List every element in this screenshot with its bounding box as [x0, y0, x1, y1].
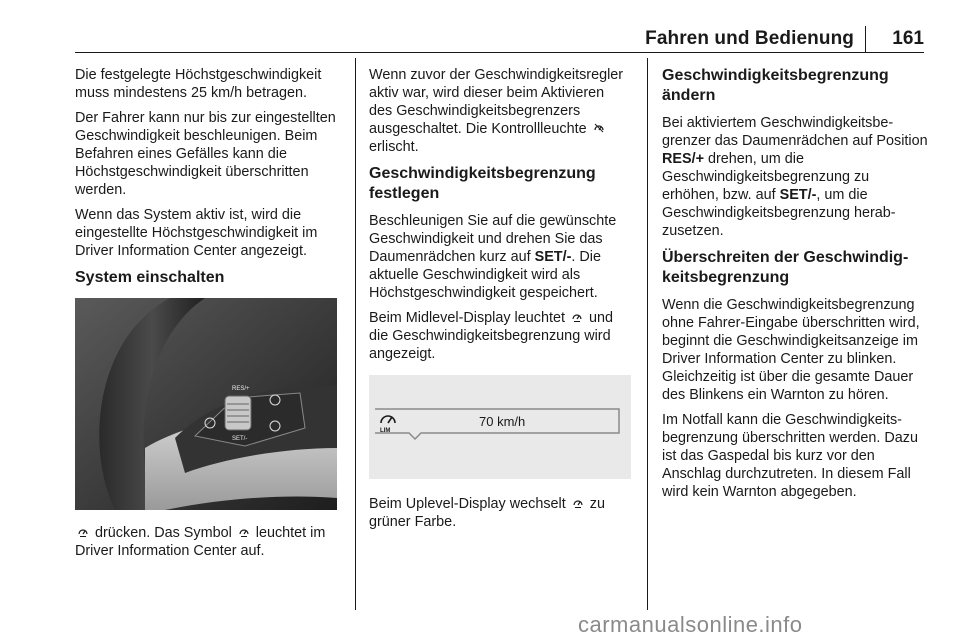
wheel-label-res: RES/+ [232, 386, 250, 392]
column-2 [369, 66, 631, 538]
heading-ueberschreiten: Überschreiten der Geschwindigkeitsbegrenzung [662, 249, 909, 286]
page-header [75, 26, 924, 54]
speed-limiter-icon [572, 497, 584, 509]
heading-aendern: Geschwindigkeitsbegrenzung ändern [662, 67, 889, 104]
paragraph: Beim Uplevel-Display wechselt zu grüner Farbe. [369, 496, 605, 530]
speed-limiter-icon [238, 526, 250, 538]
paragraph: Im Notfall kann die Geschwindigkeitsbegrenzung überschritten werden. Dazu ist das Gaspedal bis kurz vor den Anschlag durchzutreten. In diesem Fall wird kein Warnton abgegeben. [662, 412, 918, 500]
paragraph: Bei aktiviertem Geschwindigkeitsbegrenzer das Daumenrädchen auf Position RES/+ drehen, um die Geschwindigkeitsbegrenzung zu erhöhen, bzw. auf SET/-, um die Geschwindigkeitsbegrenzung herabzusetzen. [662, 115, 928, 239]
column-divider-1 [355, 58, 356, 610]
paragraph: Die festgelegte Höchstgeschwindigkeit muss mindestens 25 km/h betragen. [75, 67, 322, 101]
paragraph: drücken. Das Symbol leuchtet im Driver Information Center auf. [75, 525, 326, 559]
paragraph: Beim Midlevel-Display leuchtet und die Geschwindigkeitsbegrenzung wird angezeigt. [369, 310, 613, 362]
speed-limiter-icon [571, 311, 583, 323]
heading-festlegen: Geschwindigkeitsbegrenzung festlegen [369, 165, 596, 202]
heading-system-einschalten: System einschalten [75, 269, 225, 286]
steering-wheel-controls-illustration [75, 298, 337, 510]
display-lim-label: LIM [380, 428, 391, 434]
wheel-label-set: SET/- [232, 436, 248, 442]
column-divider-2 [647, 58, 648, 610]
speed-limiter-icon [77, 526, 89, 538]
watermark: carmanualsonline.info [578, 612, 803, 637]
column-3 [662, 66, 928, 508]
paragraph: Wenn zuvor der Geschwindigkeitsregler aktiv war, wird dieser beim Aktivieren des Geschwindigkeitsbegrenzers ausgeschaltet. Die Kontrollleuchte erlischt. [369, 67, 624, 155]
paragraph: Wenn das System aktiv ist, wird die eingestellte Höchstgeschwindigkeit im Driver Information Center angezeigt. [75, 207, 318, 259]
column-1 [75, 66, 345, 567]
cruise-control-off-icon [593, 122, 605, 134]
paragraph: Wenn die Geschwindigkeitsbegrenzung ohne Fahrer-Eingabe überschritten wird, beginnt die Geschwindigkeitsanzeige im Driver Information Center zu blinken. Gleichzeitig ist über die gesamte Dauer des Blinkens ein Warnton zu hören. [662, 297, 920, 403]
driver-information-display-illustration [369, 375, 631, 479]
header-divider [865, 26, 866, 53]
display-speed: 70 km/h [479, 414, 526, 429]
header-rule [75, 52, 924, 53]
section-title: Fahren und Bedienung [645, 28, 854, 49]
paragraph: Beschleunigen Sie auf die gewünschte Geschwindigkeit und drehen Sie das Daumenrädchen kurz auf SET/-. Die aktuelle Geschwindigkeit wird als Höchstgeschwindigkeit gespeichert. [369, 213, 617, 301]
page-number: 161 [892, 28, 924, 49]
paragraph: Der Fahrer kann nur bis zur eingestellten Geschwindigkeit beschleunigen. Beim Befahren eines Gefälles kann die Höchstgeschwindigkeit überschritten werden. [75, 110, 336, 198]
